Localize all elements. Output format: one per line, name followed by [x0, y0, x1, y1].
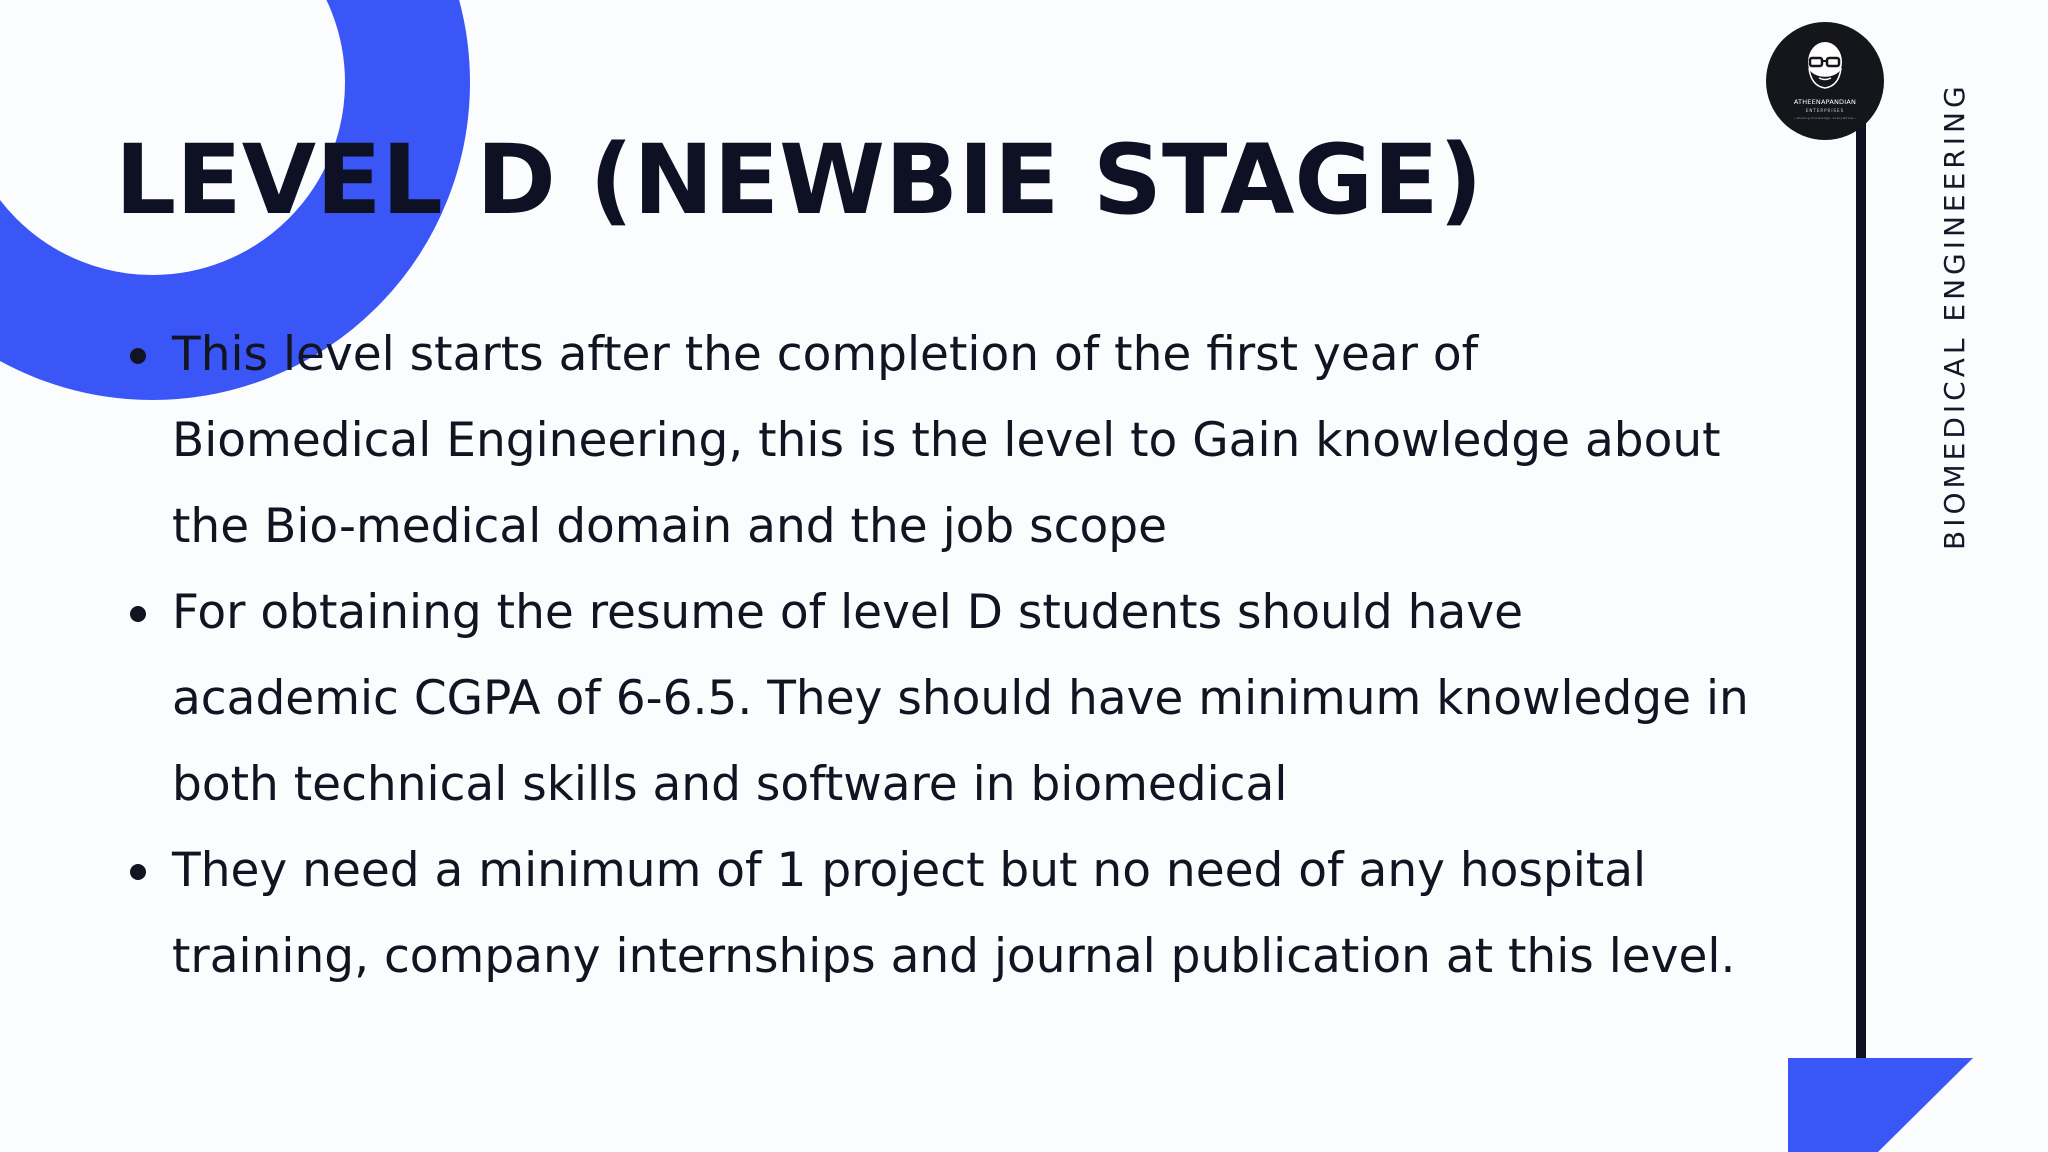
logo-name: ATHEENAPANDIAN: [1793, 98, 1857, 106]
slide-title: LEVEL D (NEWBIE STAGE): [115, 124, 1483, 236]
logo: [1766, 22, 1884, 140]
logo-tagline: ~sharing knowledge, everywhere~: [1793, 116, 1857, 120]
bullet-item: They need a minimum of 1 project but no need of any hospital training, company internships and journal publication at this level.: [122, 828, 1752, 1000]
bullet-list: [122, 312, 1752, 1000]
vertical-line: [1856, 100, 1866, 1066]
avatar-icon: [1766, 22, 1884, 140]
side-label: BIOMEDICAL ENGINEERING: [1938, 82, 1971, 550]
bullet-item: For obtaining the resume of level D students should have academic CGPA of 6-6.5. They should have minimum knowledge in both technical skills and software in biomedical: [122, 570, 1752, 828]
corner-triangle-shape: [1788, 1058, 1973, 1152]
logo-subtitle: ENTERPRISES: [1805, 108, 1845, 113]
bullet-item: This level starts after the completion of the first year of Biomedical Engineering, this is the level to Gain knowledge about the Bio-medical domain and the job scope: [122, 312, 1752, 570]
